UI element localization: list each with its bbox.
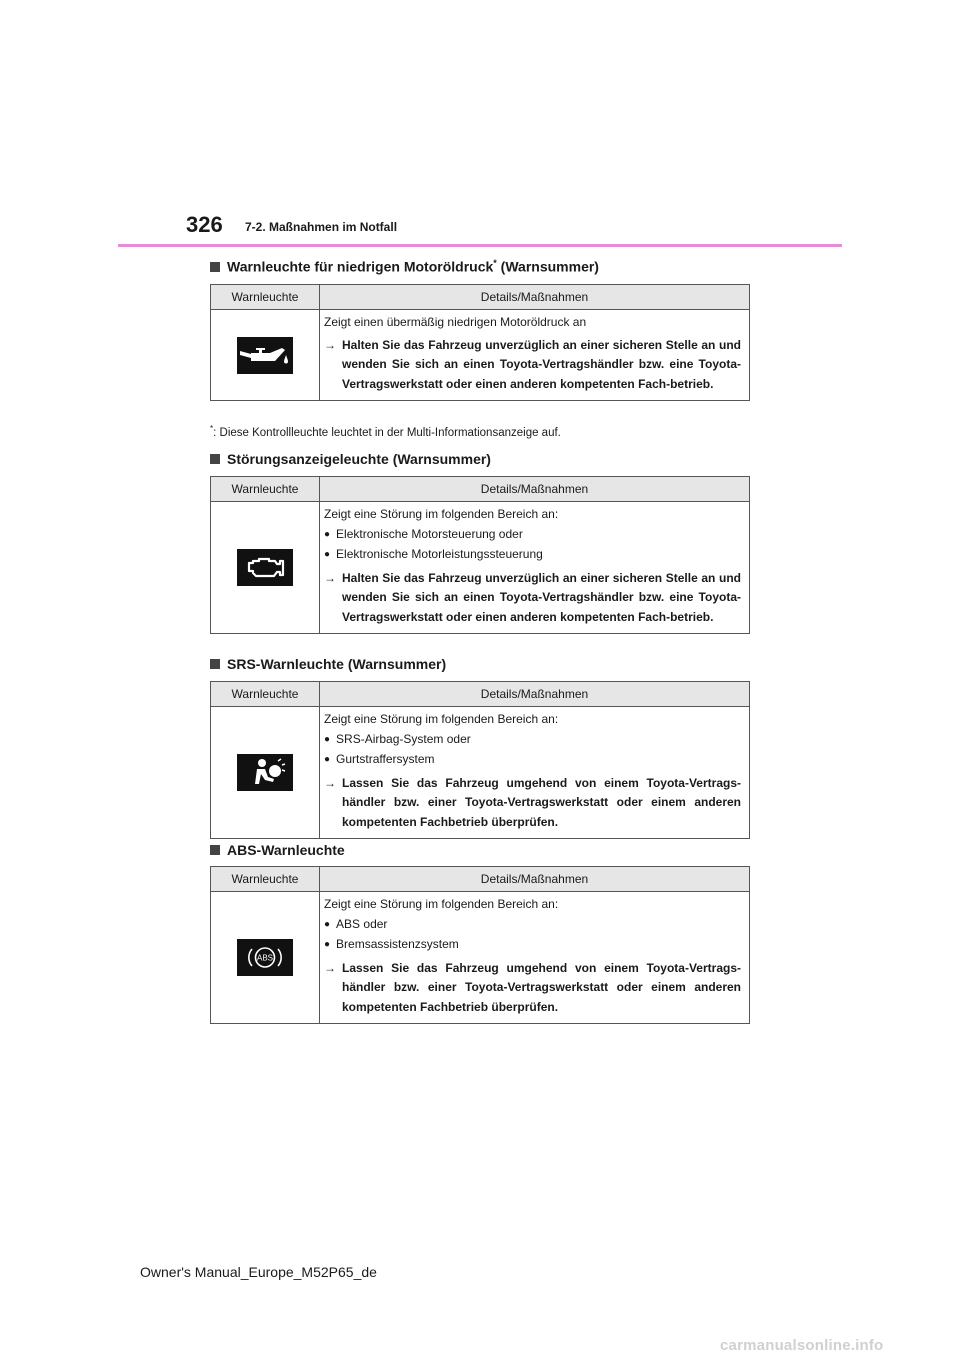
icon-cell (211, 502, 320, 634)
footer-text: Owner's Manual_Europe_M52P65_de (140, 1264, 377, 1280)
action-text: Lassen Sie das Fahrzeug umgehend von einem Toyota-Vertrags-händler bzw. einer Toyota-Vertragswerkstatt oder einem anderen kompetenten Fachbetrieb überprüfen. (342, 775, 741, 829)
watermark: carmanualsonline.info (720, 1337, 884, 1354)
heading-square-icon (210, 845, 220, 855)
list-item: ● Elektronische Motorsteuerung oder (324, 525, 741, 546)
table-row (211, 892, 750, 1024)
header-rule (118, 244, 842, 247)
detail-cell (320, 502, 750, 634)
column-header-warnleuchte: Warnleuchte (211, 285, 320, 310)
table-row (211, 707, 750, 839)
heading-text: Warnleuchte für niedrigen Motoröldruck (227, 258, 494, 275)
detail-cell (320, 892, 750, 1024)
action-text: Halten Sie das Fahrzeug unverzüglich an einer sicheren Stelle an und wenden Sie sich an einen Toyota-Vertragshändler bzw. eine Toyota-Vertragswerkstatt oder einen anderen kompetenten Fach-betrieb. (342, 570, 741, 624)
heading-square-icon (210, 262, 220, 272)
action-row (324, 774, 741, 833)
detail-intro: Zeigt eine Störung im folgenden Bereich an: (324, 712, 559, 726)
footnote (210, 424, 561, 439)
malfunction-table (210, 476, 750, 634)
column-header-details: Details/Maßnahmen (320, 477, 750, 502)
column-header-details: Details/Maßnahmen (320, 285, 750, 310)
action-row (324, 959, 741, 1018)
table-row (211, 310, 750, 401)
arrow-icon: → (324, 570, 336, 585)
check-engine-icon (237, 549, 293, 586)
action-row (324, 336, 741, 395)
list-item: ● Elektronische Motorleistungssteuerung (324, 545, 741, 566)
airbag-icon (237, 754, 293, 791)
table-header-row (211, 867, 750, 892)
arrow-icon: → (324, 775, 336, 790)
section-heading-abs (210, 842, 345, 858)
abs-icon-label: ABS (256, 953, 274, 963)
table-row (211, 502, 750, 634)
column-header-warnleuchte: Warnleuchte (211, 682, 320, 707)
column-header-details: Details/Maßnahmen (320, 682, 750, 707)
section-heading-malfunction (210, 451, 491, 467)
action-text: Halten Sie das Fahrzeug unverzüglich an einer sicheren Stelle an und wenden Sie sich an einen Toyota-Vertragshändler bzw. eine Toyota-Vertragswerkstatt oder einen anderen kompetenten Fach-betrieb. (342, 337, 741, 391)
icon-cell (211, 707, 320, 839)
arrow-icon: → (324, 960, 336, 975)
action-text: Lassen Sie das Fahrzeug umgehend von einem Toyota-Vertrags-händler bzw. einer Toyota-Vertragswerkstatt oder einem anderen kompetenten Fachbetrieb überprüfen. (342, 960, 741, 1014)
detail-intro: Zeigt eine Störung im folgenden Bereich an: (324, 897, 559, 911)
heading-text: Störungsanzeigeleuchte (Warnsummer) (227, 451, 491, 467)
detail-intro: Zeigt eine Störung im folgenden Bereich an: (324, 507, 559, 521)
footnote-mark: * (210, 424, 214, 433)
table-header-row (211, 285, 750, 310)
detail-cell (320, 707, 750, 839)
heading-square-icon (210, 454, 220, 464)
page-number: 326 (186, 212, 223, 237)
icon-cell (211, 892, 320, 1024)
oil-pressure-table (210, 284, 750, 401)
detail-cell (320, 310, 750, 401)
section-heading-oil-pressure (210, 258, 599, 275)
column-header-warnleuchte: Warnleuchte (211, 477, 320, 502)
action-row (324, 569, 741, 628)
list-item: ● SRS-Airbag-System oder (324, 730, 741, 751)
list-item: ● Gurtstraffersystem (324, 750, 741, 771)
column-header-warnleuchte: Warnleuchte (211, 867, 320, 892)
table-header-row (211, 682, 750, 707)
heading-text: ABS-Warnleuchte (227, 842, 345, 858)
chapter-title: 7-2. Maßnahmen im Notfall (245, 220, 398, 234)
column-header-details: Details/Maßnahmen (320, 867, 750, 892)
footnote-text: : Diese Kontrollleuchte leuchtet in der Multi-Informationsanzeige auf. (213, 426, 561, 439)
footnote-mark: * (493, 258, 497, 268)
arrow-icon: → (324, 337, 336, 352)
oil-pressure-icon (237, 337, 293, 374)
abs-table (210, 866, 750, 1024)
detail-intro: Zeigt einen übermäßig niedrigen Motoröldruck an (324, 315, 587, 329)
table-header-row (211, 477, 750, 502)
list-item: ● Bremsassistenzsystem (324, 935, 741, 956)
heading-square-icon (210, 659, 220, 669)
icon-cell (211, 310, 320, 401)
abs-icon (237, 939, 293, 976)
heading-text: SRS-Warnleuchte (Warnsummer) (227, 656, 447, 672)
list-item: ● ABS oder (324, 915, 741, 936)
section-heading-srs (210, 656, 446, 672)
srs-table (210, 681, 750, 839)
heading-suffix: (Warnsummer) (496, 258, 599, 275)
